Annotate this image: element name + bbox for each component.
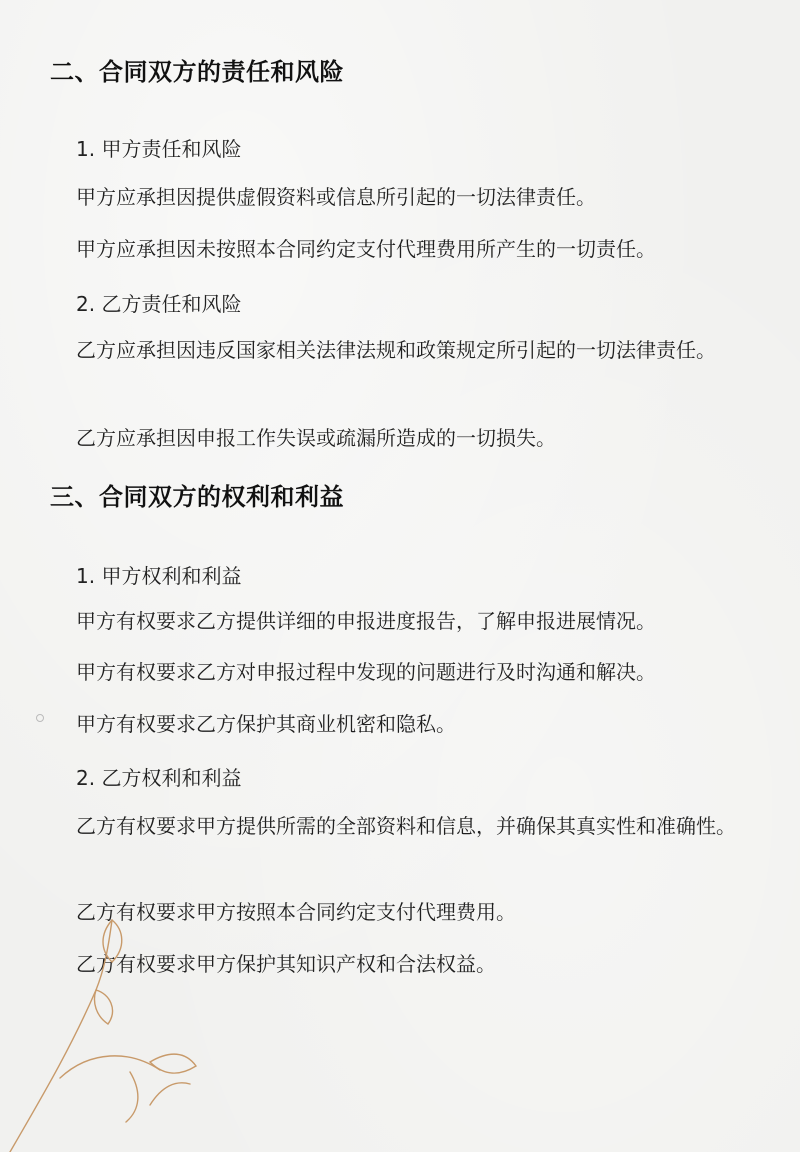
paragraph: 甲方应承担因未按照本合同约定支付代理费用所产生的一切责任。 (76, 237, 656, 261)
floral-line-decoration (0, 900, 220, 1152)
branch-leaf (150, 1054, 196, 1073)
mid-leaf (95, 990, 113, 1024)
branch-stem (60, 1056, 160, 1078)
floral-stems (10, 920, 196, 1152)
paragraph: 甲方有权要求乙方提供详细的申报进度报告，了解申报进展情况。 (76, 609, 656, 633)
curl-stem (150, 1083, 190, 1105)
paragraph: 乙方应承担因申报工作失误或疏漏所造成的一切损失。 (76, 426, 556, 450)
paragraph: 甲方有权要求乙方保护其商业机密和隐私。 (76, 712, 456, 736)
main-stem (10, 920, 112, 1152)
paragraph: 乙方有权要求甲方保护其知识产权和合法权益。 (76, 952, 496, 976)
paragraph: 乙方有权要求甲方提供所需的全部资料和信息，并确保其真实性和准确性。 (76, 814, 736, 838)
bullet-dot (36, 714, 44, 722)
paragraph: 乙方应承担因违反国家相关法律法规和政策规定所引起的一切法律责任。 (76, 338, 716, 362)
section-heading-rights: 三、合同双方的权利和利益 (50, 483, 344, 511)
subsection-title-party-a-rights: 1. 甲方权利和利益 (76, 564, 242, 588)
section-heading-responsibilities: 二、合同双方的责任和风险 (50, 58, 344, 86)
subsection-title-party-a-responsibilities: 1. 甲方责任和风险 (76, 137, 242, 161)
paragraph: 乙方有权要求甲方按照本合同约定支付代理费用。 (76, 900, 516, 924)
subsection-title-party-b-responsibilities: 2. 乙方责任和风险 (76, 292, 242, 316)
subsection-title-party-b-rights: 2. 乙方权利和利益 (76, 766, 242, 790)
paragraph: 甲方应承担因提供虚假资料或信息所引起的一切法律责任。 (76, 185, 596, 209)
paragraph: 甲方有权要求乙方对申报过程中发现的问题进行及时沟通和解决。 (76, 660, 656, 684)
small-branch (126, 1072, 138, 1122)
